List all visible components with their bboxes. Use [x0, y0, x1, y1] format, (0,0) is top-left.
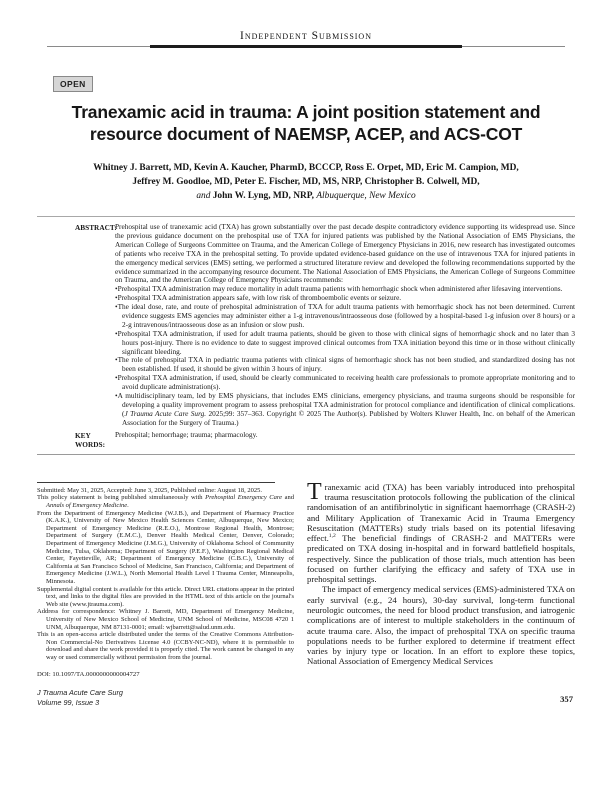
footnotes-column — [37, 482, 294, 708]
recommendation-item: • The role of prehospital TXA in pediatric trauma patients with clinical signs of hemorrhagic shock has not been studied, and standardized dosing has not been established. If used, it should be given within 3 hours of injury. — [115, 356, 575, 374]
author-line-3 — [37, 189, 575, 203]
body-column — [307, 478, 575, 708]
abstract-row — [37, 223, 575, 427]
keywords-text: Prehospital; hemorrhage; trauma; pharmacology. — [115, 429, 258, 439]
body-paragraph-1 — [307, 478, 575, 585]
doi-text: DOI: 10.1097/TA.0000000000004727 — [37, 671, 140, 679]
recommendation-item: • The ideal dose, rate, and route of prehospital administration of TXA for adult trauma patients with hemorrhagic shock has not been determined. Current evidence suggests EMS agencies may administer either a 1-g intravenous/intraosseous dose (followed by a hospital-based 1-g infusion over 8 hours) or a 2-g intravenous/intraosseous dose as an infusion or slow push. — [115, 303, 575, 330]
recommendation-item-citation — [115, 392, 575, 428]
author-location: Albuquerque, New Mexico — [316, 191, 416, 201]
abstract-section — [37, 216, 575, 455]
page-number: 357 — [560, 693, 573, 704]
open-access-badge: OPEN — [53, 76, 93, 92]
author-list — [37, 161, 575, 203]
footnote-correspondence: Address for correspondence: Whitney J. Barrett, MD, Department of Emergency Medicine, University of New Mexico School of Medicine, UNM School of Medicine, MSC08 4720 1 UNM, Albuquerque, NM 87131-0001; email: wjbarrett@salud.unm.edu. — [37, 608, 294, 631]
recommendation-item: • Prehospital TXA administration may reduce mortality in adult trauma patients with hemorrhagic shock when administered after lifesaving interventions. — [115, 285, 575, 294]
footnote-affiliations: From the Department of Emergency Medicine (W.J.B.), and Department of Pharmacy Practice (K.A.K.), University of New Mexico Health Sciences Center, Albuquerque, New Mexico; Department of Emergency Medicine (R.E.O.), Montrose Regional Health, Montrose; Department of Surgery (E.M.C.), Denver Health Medical Center, Denver, Colorado; Department of Emergency Medicine (J.M.G.), University of Oklahoma School of Community Medicine, Tulsa, Oklahoma; Department of Surgery (P.E.F.), Washington Regional Medical Center, Fayetteville, AR; Department of Emergency Medicine (C.B.C.), University of California at San Francisco School of Medicine, San Francisco, California; and Department of Emergency Medicine (J.W.L.), North Memorial Health Level I Trauma Center, Minneapolis, Minnesota. — [37, 509, 294, 585]
header-rule — [37, 45, 575, 49]
journal-name-italic: Annals of Emergency Medicine — [46, 502, 128, 509]
footnote-text: This policy statement is being published simultaneously with — [37, 494, 206, 502]
footnote-supplemental: Supplemental digital content is available for this article. Direct URL citations appear in the printed text, and links to the digital files are provided in the HTML text of this article on the journal's Web site (www.jtrauma.com). — [37, 585, 294, 608]
abstract-label: ABSTRACT: — [75, 223, 117, 233]
author-line-2: Jeffrey M. Goodloe, MD, Peter E. Fischer, MD, MS, NRP, Christopher B. Colwell, MD, — [132, 176, 480, 187]
recommendation-item: • Prehospital TXA administration appears safe, with low risk of thromboembolic events or seizure. — [115, 294, 575, 303]
footnote-simultaneous-publication — [37, 494, 294, 509]
dropcap: T — [307, 478, 322, 505]
journal-name-italic: Prehospital Emergency Care — [205, 494, 283, 502]
footnote-license: This is an open-access article distributed under the terms of the Creative Commons Attribution-Non Commercial-No Derivatives License 4.0 (CCBY-NC-ND), where it is permissible to download and share the work provided it is properly cited. The work cannot be changed in any way or used commercially without permission from the journal. — [37, 631, 294, 661]
page-header — [37, 30, 575, 49]
two-column-area — [37, 478, 575, 708]
body-text: ranexamic acid (TXA) has been variably introduced into prehospital trauma resuscitation protocols following the publication of the clinical randomisation of an antifibrinolytic in significant haemorrhage (CRASH-2) and Military Application of Tranexamic Acid in Trauma Emergency Resuscitation (MATTERs) study trials based on its potential lifesaving effect. — [307, 481, 575, 544]
citation-journal: J Trauma Acute Care Surg. — [124, 408, 207, 418]
author-line-1: Whitney J. Barrett, MD, Kevin A. Kaucher, PharmD, BCCCP, Ross E. Orpet, MD, Eric M. Campion, MD, — [93, 162, 519, 173]
author-and: and — [196, 191, 213, 201]
recommendation-item: • Prehospital TXA administration, if used for adult trauma patients, should be given to those with clinical signs of hemorrhagic shock and no later than 3 hours post-injury. There is no evidence to date to suggest improved clinical outcomes from TXA initiation beyond this time or in those without clinically significant bleeding. — [115, 330, 575, 357]
footnote-text: and — [282, 494, 295, 502]
keywords-row — [37, 431, 575, 449]
keywords-label: KEY WORDS: — [75, 430, 105, 449]
article-title: Tranexamic acid in trauma: A joint position statement and resource document of NAEMSP, ACEP, and ACS-COT — [71, 102, 541, 145]
journal-info — [37, 688, 294, 707]
footnote-submitted: Submitted: May 31, 2025, Accepted: June 3, 2025, Published online: August 18, 2025. — [37, 486, 262, 494]
journal-volume: Volume 99, Issue 3 — [37, 697, 100, 707]
journal-name: J Trauma Acute Care Surg — [37, 688, 123, 698]
body-paragraph-2: The impact of emergency medical services (EMS)-administered TXA on early survival (e.g., 24 hours), 30-day survival, long-term functional neurologic outcomes, the need for blood product transfusion, and iatrogenic complications are of interest to multiple stakeholders in the continuum of acute trauma care. Also, the impact of prehospital TXA on specific trauma populations needs to be further explored to determine if treatment effect varies by injury type or location. In an effort to explore these topics, National Association of Emergency Medical Services — [307, 584, 575, 667]
recommendation-item: • Prehospital TXA administration, if used, should be clearly communicated to receiving health care professionals to promote appropriate monitoring and to avoid duplicate administration(s). — [115, 374, 575, 392]
body-text: The beneficial findings of CRASH-2 and MATTERs were predicated on TXA dosing in-hospital and in forward battlefield hospitals, respectively. Since the publication of those trials, much attention has been focused on further clarifying the efficacy and safety of TXA use in prehospital settings. — [307, 533, 575, 585]
footnote-text: . — [127, 502, 129, 509]
abstract-body — [115, 223, 575, 427]
footnote-rule — [37, 482, 275, 483]
citation-text: A multidisciplinary team, led by EMS physicians, that includes EMS clinicians, emergency physicians, and trauma surgeons should be responsible for developing a quality improvement program to assess prehospital TXA administration for protocol compliance and identification of clinical complications. ( — [117, 391, 575, 418]
header-rule-thick — [150, 45, 462, 48]
author-name: John W. Lyng, MD, NRP, — [212, 191, 317, 201]
running-head: Independent Submission — [240, 30, 372, 42]
citation-rest: 2025;99: 357–363. Copyright © 2025 The Author(s). Published by Wolters Kluwer Health, Inc. on behalf of the American Association for the Surgery of Trauma.) — [122, 408, 575, 427]
reference-superscript: 1,2 — [328, 533, 336, 540]
abstract-intro: Prehospital use of tranexamic acid (TXA) has grown substantially over the past decade despite contradictory evidence supporting its widespread use. Since the previous guidance document on the prehospital use of TXA for injured patients was published by the National Association of EMS Physicians, the American College of Surgeons Committee on Trauma, and the American College of Emergency Physicians in 2016, new research has investigated outcomes of patients who receive TXA in the prehospital setting. To provide updated evidence-based guidance on the use of intravenous TXA for injured patients in the emergency medical services (EMS) setting, we performed a structured literature review and developed the following recommendations supported by the evidence summarized in the accompanying resource document. The National Association of EMS Physicians, the American College of Surgeons Committee on Trauma, and the American College of Emergency Physicians recommends: — [115, 222, 575, 285]
recommendation-list — [115, 285, 575, 427]
